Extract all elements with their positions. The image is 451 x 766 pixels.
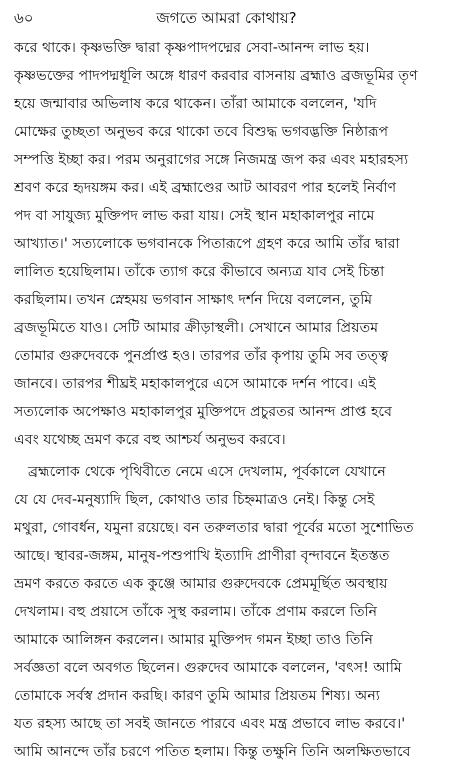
text-line: তোমাকে সর্বস্ব প্রদান করছি। কারণ তুমি আমার প্রিয়তম শিষ্য। অন্য [14, 688, 380, 704]
text-line: মথুরা, গোবর্ধন, যমুনা রয়েছে। বন তরুলতার দ্বারা পূর্বের মতো সুশোভিত [14, 520, 414, 536]
text-line: ব্রজভূমিতে যাও। সেটি আমার ক্রীড়াস্থলী। সেখানে আমার প্রিয়তম [14, 320, 379, 336]
body-text [14, 34, 439, 766]
text-line: সম্পত্তি ইচ্ছা কর। পরম অনুরাগের সঙ্গে নিজমন্ত্র জপ কর এবং মহারহস্য [14, 152, 409, 168]
text-line: করে থাকে। কৃষ্ণভক্তি দ্বারা কৃষ্ণপাদপদ্মের সেবা-আনন্দ লাভ হয়। [14, 40, 370, 56]
text-line: ব্রহ্মলোক থেকে পৃথিবীতে নেমে এসে দেখলাম, পূর্বকালে যেখানে [28, 464, 386, 480]
text-line: হয়ে জন্মাবার অভিলাষ করে থাকেন। তাঁরা আমাকে বললেন, 'যদি [14, 96, 377, 112]
text-line: আমি আনন্দে তাঁর চরণে পতিত হলাম। কিন্তু তক্ষুনি তিনি অলক্ষিতভাবে [14, 744, 411, 760]
page-header [14, 4, 439, 34]
text-line: যত রহস্য আছে তা সবই জানতে পারবে এবং মন্ত্র প্রভাবে লাভ করবে।' [14, 716, 406, 732]
text-line: জানবে। তারপর শীঘ্রই মহাকালপুরে এসে আমাকে দর্শন পাবে। এই [14, 376, 376, 392]
text-line: আমাকে আলিঙ্গন করলেন। আমার মুক্তিপদ গমন ইচ্ছা তাও তিনি [14, 632, 373, 648]
text-line: দেখলাম। বহু প্রয়াসে তাঁকে সুস্থ করলাম। তাঁকে প্রণাম করলে তিনি [14, 604, 378, 620]
text-line: সর্বজ্ঞতা বলে অবগত ছিলেন। গুরুদেব আমাকে বললেন, 'বৎস! আমি [14, 660, 402, 676]
text-line: লালিত হয়েছিলাম। তাঁকে ত্যাগ করে কীভাবে অন্যত্র যাব সেই চিন্তা [14, 264, 385, 280]
text-line: পদ বা সাযুজ্য মুক্তিপদ লাভ করা যায়। সেই স্থান মহাকালপুর নামে [14, 208, 375, 224]
text-line: শ্রবণ করে হৃদয়ঙ্গম কর। এই ব্রহ্মাণ্ডের আট আবরণ পার হলেই নির্বাণ [14, 180, 397, 196]
page-number: ৬০ [14, 9, 34, 27]
text-line: ভ্রমণ করতে করতে এক কুঞ্জে আমার গুরুদেবকে প্রেমমূর্ছিত অবস্থায় [14, 576, 388, 592]
text-line: কৃষ্ণভক্তের পাদপদ্মধূলি অঙ্গে ধারণ করবার বাসনায় ব্রহ্মাও ব্রজভূমির তৃণ [14, 68, 418, 84]
text-line: সত্যলোক অপেক্ষাও মহাকালপুর মুক্তিপদে প্রচুরতর আনন্দ প্রাপ্ত হবে [14, 404, 392, 420]
text-line: করছিলাম। তখন স্নেহময় ভগবান সাক্ষাৎ দর্শন দিয়ে বললেন, তুমি [14, 292, 373, 308]
text-line: যে যে দেব-মনুষ্যাদি ছিল, কোথাও তার চিহ্নমাত্রও নেই। কিন্তু সেই [14, 492, 375, 508]
text-line: আছে। স্থাবর-জঙ্গম, মানুষ-পশুপাখি ইত্যাদি প্রাণীরা বৃন্দাবনে ইতস্তত [14, 548, 390, 564]
paragraph-2 [14, 458, 439, 766]
paragraph-1 [14, 34, 439, 454]
text-line: আখ্যাত।' সত্যলোকে ভগবানকে পিতারূপে গ্রহণ করে আমি তাঁর দ্বারা [14, 236, 400, 252]
text-line: মোক্ষের তুচ্ছতা অনুভব করে থাকো তবে বিশুদ্ধ ভগবদ্ভক্তি নিষ্ঠারূপ [14, 124, 389, 140]
text-line: এবং যথেচ্ছ ভ্রমণ করে বহু আশ্চর্য অনুভব করবে। [14, 432, 286, 448]
running-title: জগতে আমরা কোথায়? [156, 9, 297, 27]
text-line: তোমার গুরুদেবকে পুনর্প্রাপ্ত হও। তারপর তাঁর কৃপায় তুমি সব তত্ত্ব [14, 348, 389, 364]
